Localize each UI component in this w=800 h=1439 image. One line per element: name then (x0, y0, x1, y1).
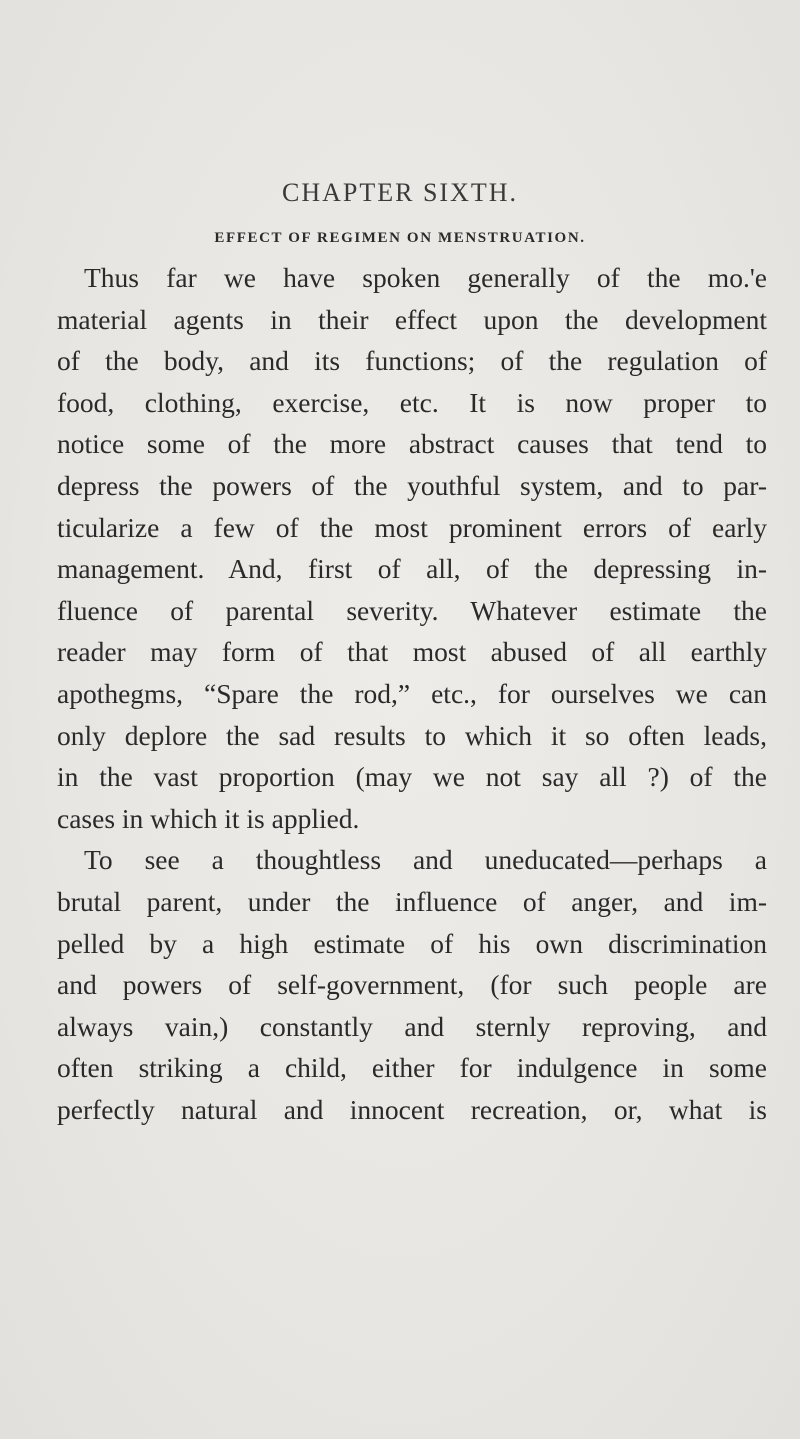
paragraph-1-line-2: material agents in their effect upon the development (57, 303, 767, 335)
chapter-title: CHAPTER SIXTH. (281, 178, 518, 207)
paragraph-1-line-7: ticularize a few of the most prominent errors of early (57, 511, 767, 543)
paragraph-2-line-3: pelled by a high estimate of his own discrimination (57, 927, 767, 959)
paragraph-1-line-13: in the vast proportion (may we not say all ?) of the (57, 761, 767, 793)
paragraph-1-line-4: food, clothing, exercise, etc. It is now proper to (57, 386, 767, 418)
paragraph-1-line-11: apothegms, “Spare the rod,” etc., for ourselves we can (57, 678, 767, 709)
paragraph-2-line-7: perfectly natural and innocent recreation, or, what is (57, 1094, 767, 1125)
paragraph-1-line-1: Thus far we have spoken generally of the mo.'e (84, 262, 767, 293)
paragraph-1-line-9: fluence of parental severity. Whatever estimate the (57, 594, 767, 626)
paragraph-2-line-6: often striking a child, either for indulgence in some (57, 1052, 767, 1084)
paragraph-1-line-5: notice some of the more abstract causes that tend to (57, 428, 767, 460)
paragraph-1-line-6: depress the powers of the youthful system, and to par- (57, 470, 767, 501)
chapter-subtitle: EFFECT OF REGIMEN ON MENSTRUATION. (214, 230, 586, 246)
paragraph-2-line-5: always vain,) constantly and sternly reproving, and (57, 1010, 767, 1042)
paragraph-1-line-8: management. And, first of all, of the depressing in- (57, 553, 767, 585)
paragraph-1-line-12: only deplore the sad results to which it so often leads, (57, 719, 767, 751)
paragraph-2-line-1: To see a thoughtless and uneducated—perhaps a (84, 844, 767, 876)
paragraph-1-line-3: of the body, and its functions; of the regulation of (57, 345, 767, 377)
paragraph-2-line-2: brutal parent, under the influence of anger, and im- (57, 886, 767, 917)
paragraph-1-line-10: reader may form of that most abused of all earthly (57, 636, 767, 668)
paragraph-1-line-14: cases in which it is applied. (57, 802, 360, 834)
paragraph-2-line-4: and powers of self-government, (for such people are (57, 969, 767, 1001)
